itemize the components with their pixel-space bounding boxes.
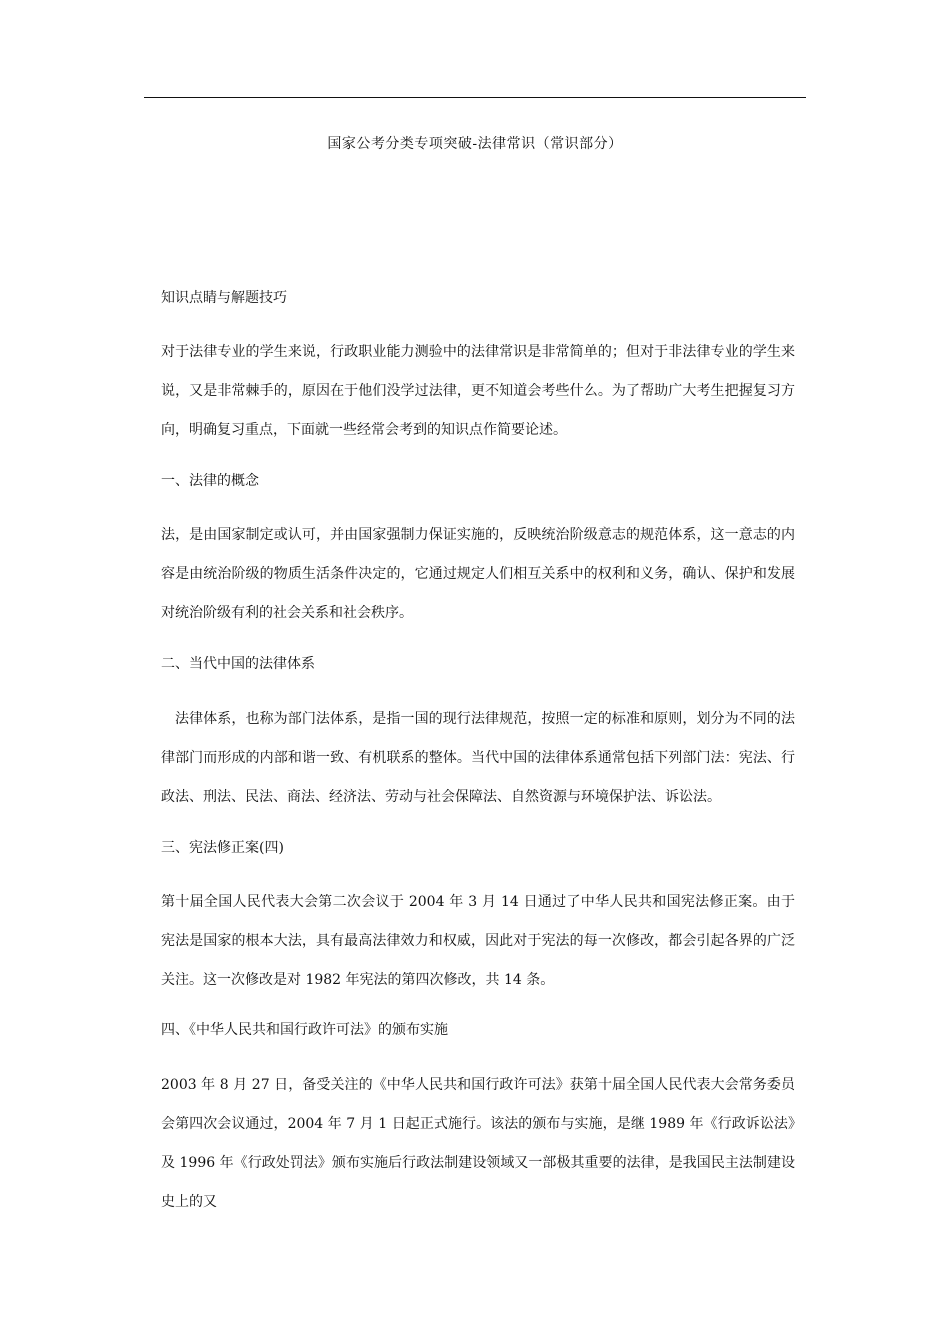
- section-1-heading: 一、法律的概念: [161, 473, 259, 489]
- section-4-heading: 四、《中华人民共和国行政许可法》的颁布实施: [161, 1022, 448, 1038]
- section-2-paragraph: 法律体系，也称为部门法体系，是指一国的现行法律规范，按照一定的标准和原则，划分为不同的法律部门而形成的内部和谐一致、有机联系的整体。当代中国的法律体系通常包括下列部门法：宪法、行政法、刑法、民法、商法、经济法、劳动与社会保障法、自然资源与环境保护法、诉讼法。: [161, 711, 795, 805]
- intro-paragraph: 对于法律专业的学生来说，行政职业能力测验中的法律常识是非常简单的；但对于非法律专业的学生来说，又是非常棘手的，原因在于他们没学过法律，更不知道会考些什么。为了帮助广大考生把握复习方向，明确复习重点，下面就一些经常会考到的知识点作简要论述。: [161, 344, 795, 438]
- header-rule: [144, 97, 806, 98]
- section-3-paragraph: 第十届全国人民代表大会第二次会议于 2004 年 3 月 14 日通过了中华人民共和国宪法修正案。由于宪法是国家的根本大法，具有最高法律效力和权威，因此对于宪法的每一次修改，都会引起各界的广泛关注。这一次修改是对 1982 年宪法的第四次修改，共 14 条。: [161, 894, 795, 988]
- section-4-paragraph: 2003 年 8 月 27 日，备受关注的《中华人民共和国行政许可法》获第十届全国人民代表大会常务委员会第四次会议通过，2004 年 7 月 1 日起正式施行。该法的颁布与实施，是继 1989 年《行政诉讼法》及 1996 年《行政处罚法》颁布实施后行政法制建设领域又一部极其重要的法律，是我国民主法制建设史上的又: [161, 1077, 795, 1210]
- section-3-heading: 三、宪法修正案(四): [161, 840, 284, 856]
- document-title: 国家公考分类专项突破-法律常识（常识部分）: [327, 136, 623, 152]
- intro-heading: 知识点睛与解题技巧: [161, 290, 287, 306]
- section-1-paragraph: 法，是由国家制定或认可，并由国家强制力保证实施的，反映统治阶级意志的规范体系，这一意志的内容是由统治阶级的物质生活条件决定的，它通过规定人们相互关系中的权利和义务，确认、保护和发展对统治阶级有利的社会关系和社会秩序。: [161, 527, 795, 621]
- section-2-heading: 二、当代中国的法律体系: [161, 656, 315, 672]
